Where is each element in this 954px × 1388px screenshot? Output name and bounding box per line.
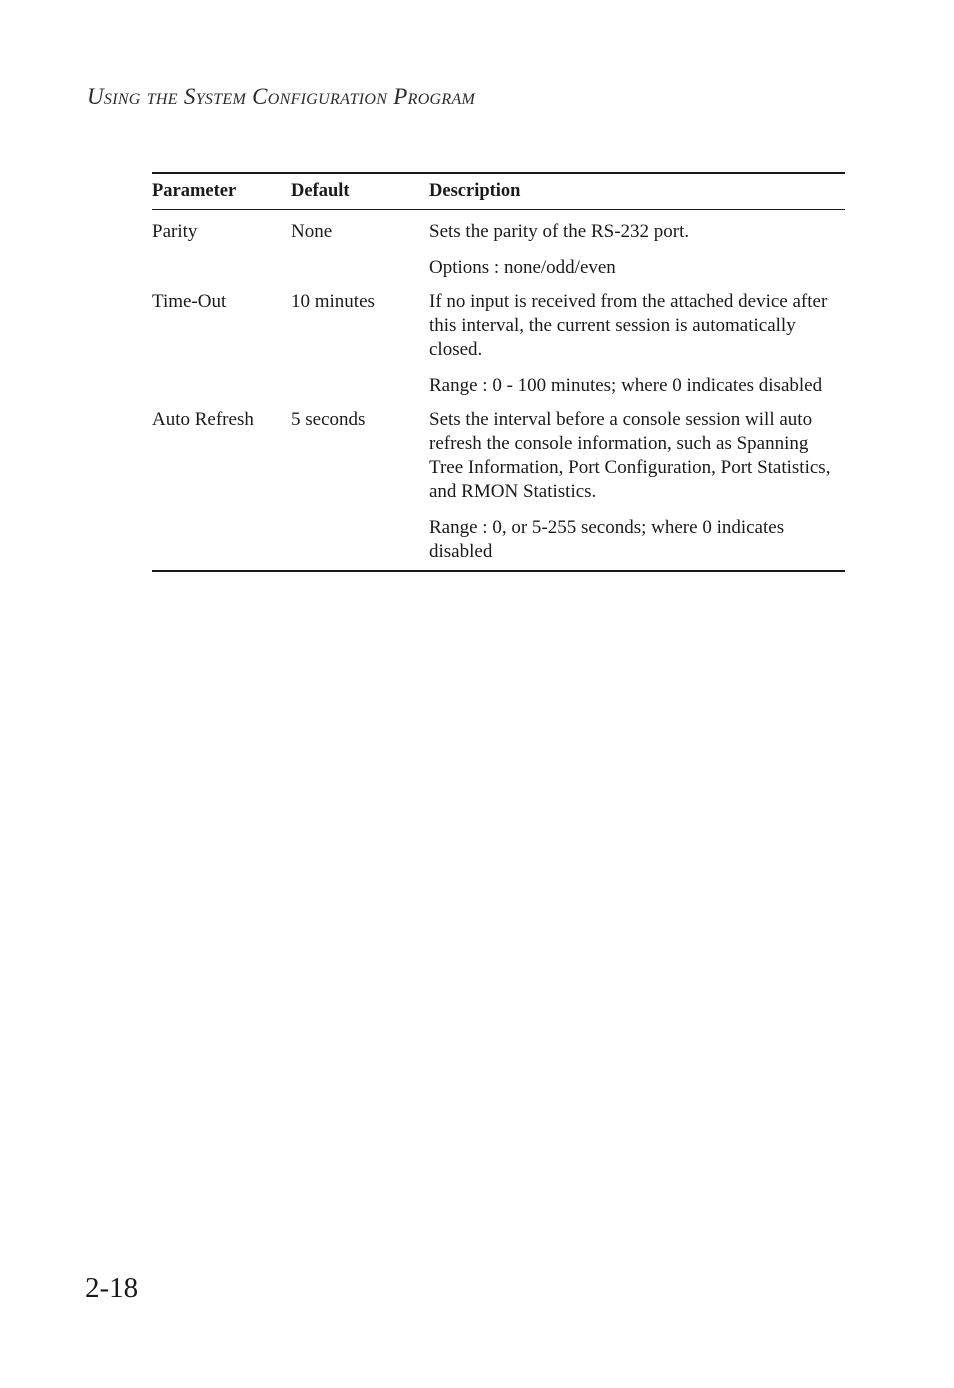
- column-header-description: Description: [429, 181, 521, 201]
- table-row: [152, 408, 845, 570]
- description-text: Sets the interval before a console session will auto refresh the console information, such as Spanning Tree Information, Port Configuration, Port Statistics, and RMON Statistics.: [429, 409, 831, 502]
- cell-default: 5 seconds: [291, 409, 366, 430]
- parameter-table: [152, 172, 845, 572]
- column-header-default: Default: [291, 181, 350, 201]
- table-bottom-rule: [152, 570, 845, 572]
- description-range: Range : 0 - 100 minutes; where 0 indicates disabled: [429, 375, 823, 396]
- cell-default: 10 minutes: [291, 291, 375, 312]
- description-text: If no input is received from the attached device after this interval, the current session is automatically closed.: [429, 291, 828, 360]
- table-row: [152, 290, 845, 408]
- cell-parameter: Auto Refresh: [152, 409, 254, 430]
- description-options: Options : none/odd/even: [429, 257, 616, 278]
- page-number: 2-18: [85, 1272, 139, 1304]
- cell-description: [429, 408, 845, 564]
- column-header-parameter: Parameter: [152, 181, 237, 201]
- description-text: Sets the parity of the RS-232 port.: [429, 221, 690, 242]
- cell-default: None: [291, 221, 333, 242]
- table-header-row: [152, 174, 845, 209]
- cell-description: [429, 220, 845, 280]
- description-range: Range : 0, or 5-255 seconds; where 0 indicates disabled: [429, 517, 785, 562]
- running-header: Using the System Configuration Program: [87, 84, 476, 109]
- table-row: [152, 210, 845, 290]
- cell-parameter: Time-Out: [152, 291, 227, 312]
- cell-parameter: Parity: [152, 221, 198, 242]
- cell-description: [429, 290, 845, 398]
